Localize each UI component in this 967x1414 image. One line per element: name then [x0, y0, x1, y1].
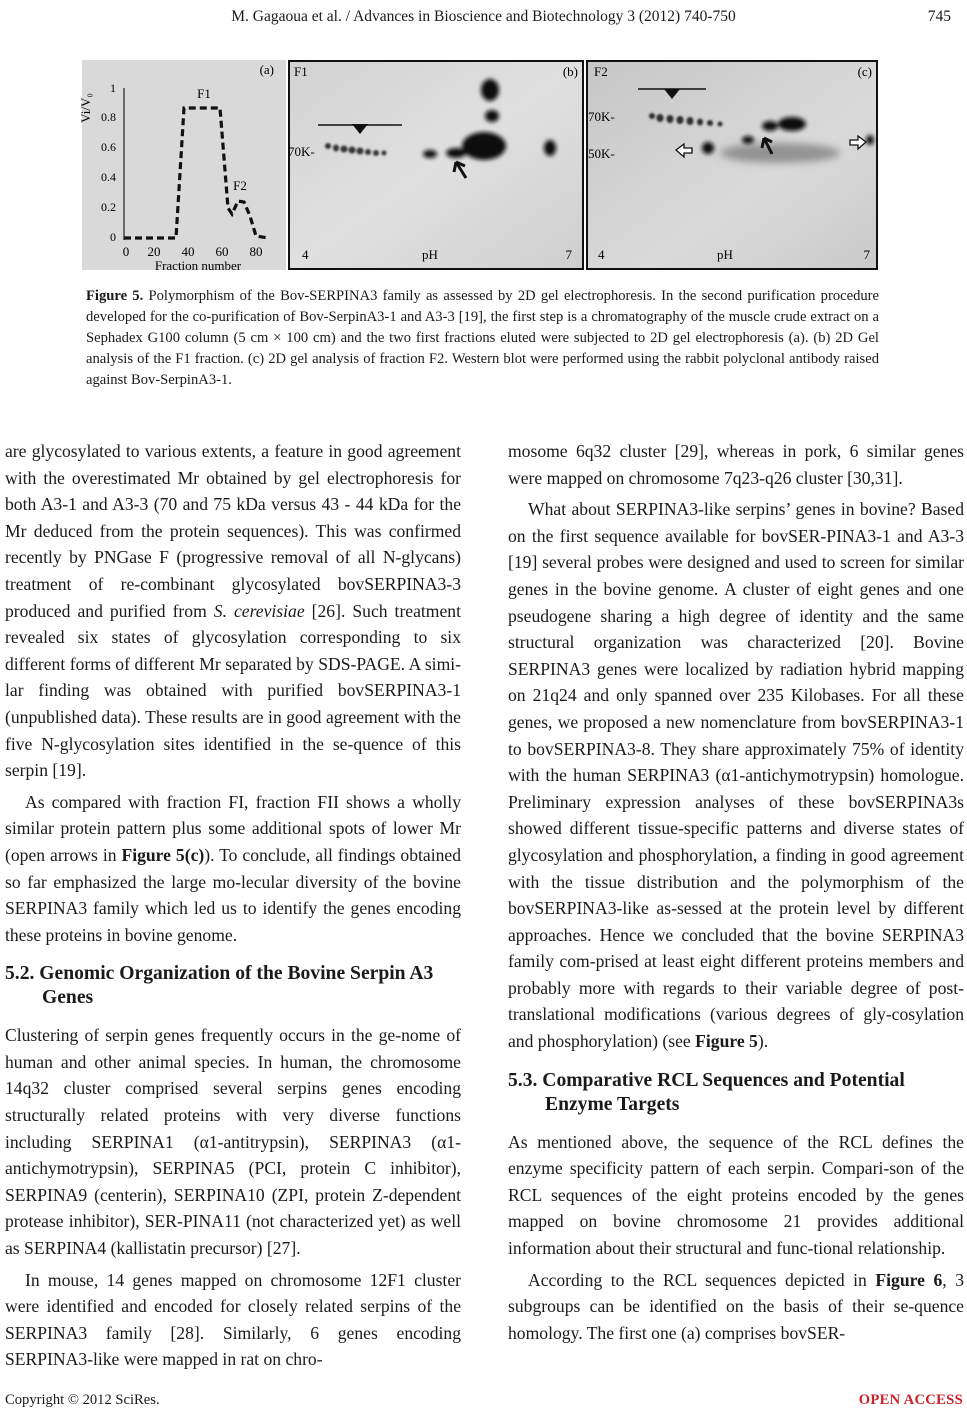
xtick-40: 40: [181, 244, 195, 259]
panel-c-ph-label: pH: [717, 247, 733, 262]
xtick-0: 0: [122, 244, 130, 259]
panel-b-gel: [290, 62, 582, 268]
xtick-20: 20: [147, 244, 161, 259]
paragraph-text: ).: [757, 1031, 769, 1052]
panel-c-70k-marker: 70K-: [588, 109, 615, 124]
peak-f2-label: F2: [233, 178, 247, 193]
figure-caption: [86, 286, 879, 391]
paragraph-text: As compared with fraction FI, fraction FII shows a wholly similar protein pattern plus some additional spots of lower Mr (open arrows in: [5, 791, 461, 865]
panel-b-tag: (b): [562, 64, 578, 79]
paragraph-text: ). To conclude, all findings obtained so far emphasized the large mo-lecular diversity of the bovine SERPINA3 family which led us to identify the genes encoding these proteins in bovine genome.: [5, 844, 461, 945]
xtick-60: 60: [215, 244, 229, 259]
panel-c-50k-marker: 50K-: [588, 146, 615, 161]
figure-caption-label: Figure 5.: [86, 288, 144, 304]
section-heading-5-2: 5.2. Genomic Organization of the Bovine Serpin A3 Genes: [5, 963, 434, 1009]
paragraph: In mouse, 14 genes mapped on chromosome 12F1 cluster were identified and encoded for closely related serpins of the SERPINA3 family [28]. Similarly, 6 genes encoding SERPINA3-like were mapped in rat on chro-: [5, 1269, 461, 1370]
figure-5: [80, 58, 880, 273]
ytick-0-2: 0.2: [101, 200, 116, 214]
paragraph-text: According to the RCL sequences depicted in: [528, 1269, 867, 1290]
copyright-notice: Copyright © 2012 SciRes.: [5, 1392, 160, 1408]
section-heading-5-3: 5.3. Comparative RCL Sequences and Potential Enzyme Targets: [508, 1069, 905, 1115]
figure-5-graphic: [80, 58, 880, 273]
paragraph: [508, 1267, 964, 1347]
running-header: [0, 8, 967, 32]
panel-a-tag: (a): [259, 62, 274, 77]
paragraph-text: What about SERPINA3-like serpins’ genes in bovine? Based on the first sequence available for bovSER-PINA3-1 and A3-3 [19] several probes were designed and used to screen for similar genes in the bovine genome. A cluster of eight genes and one pseudogene sharing a high degree of identity and the same structural organization was characterized [20]. Bovine SERPINA3 genes were localized by radiation hybrid mapping on 21q24 and only spanned over 235 Kilobases. For all these genes, we proposed a new nomenclature from bovSERPINA3-1 to bovSERPINA3-8. They share approximately 75% of identity with the human SERPINA3 (α1-antichymotrypsin) homologue. Preliminary expression analyses of these bovSERPINA3s showed different tissue-specific patterns and diverse states of glycosylation and phosphorylation, a finding in good agreement with the tissue distribution and the polymorphism of the bovSERPINA3-like as-sessed at the protein level by different approaches. Hence we concluded that the bovine SERPINA3 family com-prised at least eight different proteins members and probably more with regards to their variable degree of post-translational modifications (various degrees of gly-cosylation and phosphorylation) (see: [508, 499, 964, 1052]
ytick-0-8: 0.8: [101, 110, 116, 124]
panel-c-diffuse-band: [720, 143, 840, 163]
right-column: [508, 438, 964, 1351]
open-access-label: OPEN ACCESS: [858, 1392, 963, 1408]
paragraph: Clustering of serpin genes frequently occurs in the ge-nome of human and other animal species. In human, the chromosome 14q32 cluster comprised several serpins genes encoding structurally related proteins with very diverse functions including SERPINA1 (α1-antitrypsin), SERPINA3 (α1-antichymotrypsin), SERPINA5 (PCI, protein C inhibitor), SERPINA9 (centerin), SERPINA10 (ZPI, protein Z-dependent protease inhibitor), SER-PINA11 (not characterized yet) as well as SERPINA4 (kallistatin precursor) [27].: [5, 1025, 461, 1259]
figure-caption-text: Polymorphism of the Bov-SERPINA3 family as assessed by 2D gel electrophoresis. In the second purification procedure developed for the co-purification of Bov-SerpinA3-1 and A3-3 [19], the first step is a chromatography of the muscle crude extract on a Sephadex G100 column (5 cm × 100 cm) and the two first fractions eluted were subjected to 2D gel electrophoresis (a). (b) 2D Gel analysis of the F1 fraction. (c) 2D gel analysis of fraction F2. Western blot were performed using the rabbit polyclonal antibody raised against Bov-SerpinA3-1.: [86, 288, 879, 388]
ytick-0-6: 0.6: [101, 140, 116, 154]
panel-a: [78, 60, 286, 273]
paragraph-text: [26]. Such treatment revealed six states of glycosylation corresponding to six different forms of different Mr separated by SDS-PAGE. A simi-lar finding was obtained with purified bovSERPINA3-1 (unpublished data). These results are in good agreement with the five N-glycosylation sites identified in the se-quence of this serpin [19].: [5, 600, 461, 781]
panel-c-tag: (c): [857, 64, 872, 79]
panel-c-fraction: F2: [594, 64, 608, 79]
page-footer: [0, 1392, 967, 1412]
paragraph: [5, 438, 461, 784]
species-name: S. cerevisiae: [213, 600, 305, 621]
paragraph: mosome 6q32 cluster [29], whereas in pork, 6 similar genes were mapped on chromosome 7q23-q26 cluster [30,31].: [508, 441, 964, 488]
panel-c-ph-left: 4: [598, 247, 605, 262]
left-column: [5, 438, 461, 1378]
running-title: M. Gagaoua et al. / Advances in Bioscience and Biotechnology 3 (2012) 740-750: [231, 8, 736, 25]
panel-b: [288, 60, 584, 270]
paragraph: [5, 789, 461, 949]
panel-c: [586, 60, 878, 270]
panel-b-ph-label: pH: [422, 247, 438, 262]
paragraph: As mentioned above, the sequence of the RCL defines the enzyme specificity pattern of each serpin. Compari-son of the RCL sequences of the eight proteins encoded by the genes mapped on bovine chromosome 21 provides additional information about their structural and func-tional relationship.: [508, 1131, 964, 1259]
ytick-1: 1: [110, 81, 116, 95]
panel-c-ph-right: 7: [863, 247, 870, 262]
panel-c-gel: [588, 62, 876, 268]
paragraph-text: , 3 subgroups can be identified on the basis of their se-quence homology. The first one (a) comprises bovSER-: [508, 1269, 965, 1343]
peak-f1-label: F1: [197, 86, 211, 101]
panel-b-ph-right: 7: [565, 247, 572, 262]
figure-reference: Figure 5: [695, 1031, 758, 1052]
panel-b-ph-left: 4: [302, 247, 309, 262]
paragraph-text: are glycosylated to various extents, a feature in good agreement with the overestimated Mr obtained by gel electrophoresis for both A3-1 and A3-3 (70 and 75 kDa versus 43 - 44 kDa for the Mr deduced from the protein sequences). This was confirmed recently by PNGase F (progressive removal of all N-glycans) treatment of re-combinant glycosylated bovSERPINA3-3 produced and purified from: [5, 441, 461, 621]
panel-a-ylabel: Vi/V₀: [78, 93, 93, 123]
xtick-80: 80: [249, 244, 263, 259]
panel-b-fraction: F1: [294, 64, 308, 79]
ytick-0: 0: [110, 230, 116, 244]
panel-b-70k-marker: 70K-: [288, 144, 315, 159]
panel-a-xlabel: Fraction number: [154, 258, 242, 273]
figure-reference: Figure 5(c): [121, 844, 205, 865]
paragraph: [508, 496, 964, 1054]
figure-reference: Figure 6: [875, 1269, 943, 1290]
ytick-0-4: 0.4: [101, 170, 116, 184]
page-number: 745: [927, 8, 951, 25]
